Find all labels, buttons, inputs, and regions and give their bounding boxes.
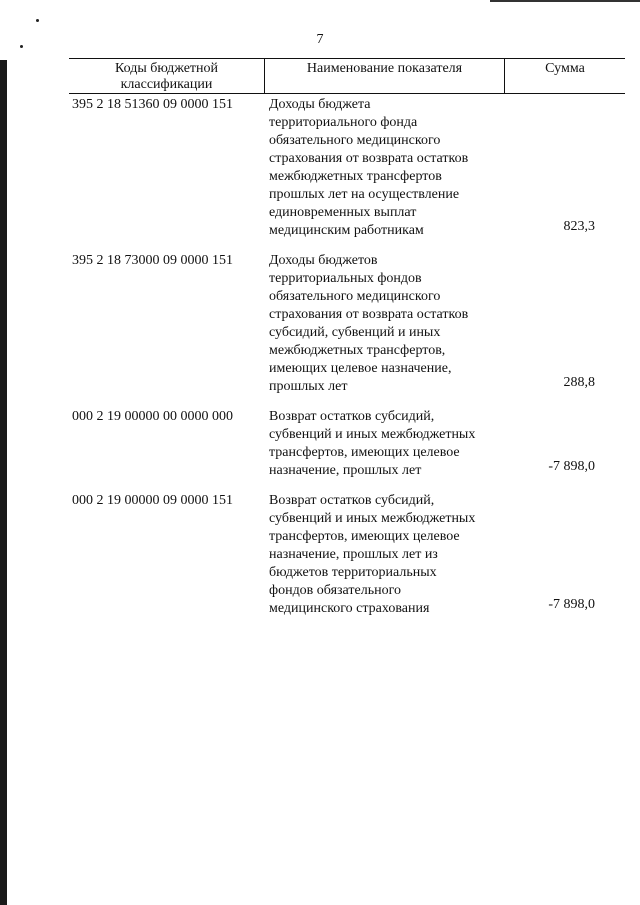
indicator-name: Доходы бюджетов территориальных фондов обязательного медицинского страхования от возврата остатков субсидий, субвенций и иных межбюджетных трансфертов, имеющих целевое назначение, прошлых лет (269, 253, 469, 394)
scan-speck (36, 19, 39, 22)
indicator-name: Доходы бюджета территориального фонда обязательного медицинского страхования от возврата остатков межбюджетных трансфертов прошлых лет на осуществление единовременных выплат медицинским работникам (269, 97, 469, 238)
budget-code: 000 2 19 00000 00 0000 000 (72, 409, 233, 424)
indicator-name: Возврат остатков субсидий, субвенций и иных межбюджетных трансфертов, имеющих целевое назначение, прошлых лет из бюджетов территориальных фондов обязательного медицинского страхования (269, 493, 476, 616)
header-name: Наименование показателя (264, 59, 504, 93)
page-number: 7 (316, 32, 324, 47)
amount: -7 898,0 (548, 597, 595, 612)
budget-code: 395 2 18 51360 09 0000 151 (72, 97, 233, 112)
header-sum: Сумма (504, 59, 625, 93)
indicator-name: Возврат остатков субсидий, субвенций и иных межбюджетных трансфертов, имеющих целевое назначение, прошлых лет (269, 409, 476, 478)
budget-code: 000 2 19 00000 09 0000 151 (72, 493, 233, 508)
amount: -7 898,0 (548, 459, 595, 474)
amount: 288,8 (563, 375, 595, 390)
top-corner-rule (490, 0, 640, 2)
budget-code: 395 2 18 73000 09 0000 151 (72, 253, 233, 268)
table-header (69, 58, 625, 94)
header-codes: Коды бюджетной классификации (114, 61, 219, 92)
amount: 823,3 (563, 219, 595, 234)
scan-edge-shadow (0, 60, 7, 905)
